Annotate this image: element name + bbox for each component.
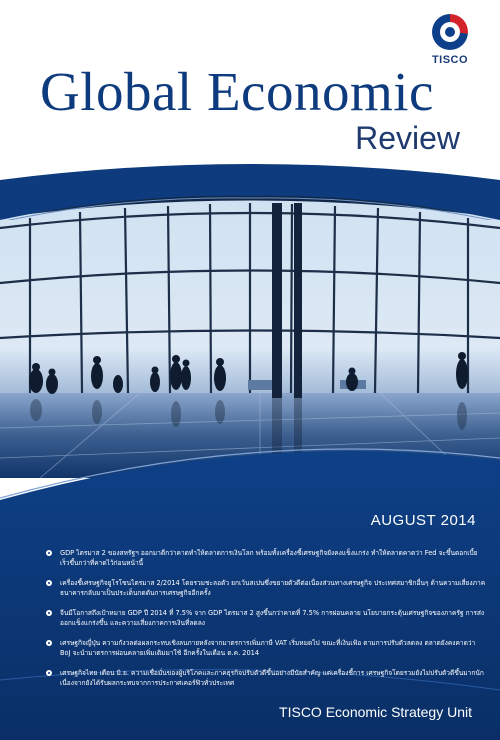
bullet-text: เศรษฐกิจไทย เดือน มิ.ย. ความเชื่อมั่นของผู้บริโภคและภาคธุรกิจปรับตัวดีขึ้นอย่างมีนัยสำคัญ แต่เครื่องชี้การ เศรษฐกิจโดยรวมยังไม่ปรับตัวดีขึ้นมากนัก เนื่องจากยังได้รับผลกระทบจากการประกาศเคอร์ฟิวทั่วประเทศ <box>60 669 484 687</box>
cover-title: Global Economic <box>40 61 434 122</box>
bullet-icon <box>46 610 52 616</box>
list-item <box>46 638 486 658</box>
top-wave <box>0 160 500 220</box>
bullet-text: จีนมีโอกาสถึงเป้าหมาย GDP ปี 2014 ที่ 7.5% จาก GDP ไตรมาส 2 สูงขึ้นกว่าคาดที่ 7.5% การผ่อนคลาย นโยบายกระตุ้นเศรษฐกิจของภาครัฐ การส่งออกแข็งแกร่งขึ้น และความเสี่ยงภาคการเงินที่ลดลง <box>60 609 485 627</box>
highlights-list <box>46 548 486 698</box>
tisco-logo <box>428 14 472 76</box>
bullet-text: GDP ไตรมาส 2 ของสหรัฐฯ ออกมาดีกว่าคาดทำให้ตลาดการเงินโลก พร้อมทั้งเครื่องชี้เศรษฐกิจยังคงแข็งแกร่ง ทำให้ตลาดคาดว่า Fed จะขึ้นดอกเบี้ยเร็วขึ้นกว่าที่คาดไว้ก่อนหน้านี้ <box>60 549 478 567</box>
tisco-ring-icon <box>432 14 468 50</box>
list-item <box>46 608 486 628</box>
list-item <box>46 548 486 568</box>
list-item <box>46 668 486 688</box>
issue-date: AUGUST 2014 <box>370 512 476 529</box>
bullet-text: เศรษฐกิจญี่ปุ่น ความกังวลต่อผลกระทบเชิงลบภายหลังจากมาตรการเพิ่มภาษี VAT เริ่มหมดไป ขณะที่เงินเฟ้อ ตามการปรับตัวลดลง ตลาดยังคงคาดว่า BoJ จะนำมาตรการผ่อนคลายเพิ่มเติมมาใช้ อีกครั้งในเดือน ต.ค. 2014 <box>60 639 476 657</box>
bullet-text: เครื่องชี้เศรษฐกิจยูโรโซนไตรมาส 2/2014 โดยรวมชะลอตัว ยกเว้นสเปนซึ่งขยายตัวดีต่อเนื่องส่วนทางเศรษฐกิจ ประเทศสมาชิกอื่นๆ ด้านความเสี่ยงภาคธนาคารกลับมาเป็นประเด็นกดดันการเศรษฐกิจอีกครั้ง <box>60 579 486 597</box>
cover-photo <box>0 188 500 478</box>
cover-subtitle: Review <box>355 120 460 156</box>
list-item <box>46 578 486 598</box>
bullet-icon <box>46 580 52 586</box>
publisher-footer: TISCO Economic Strategy Unit <box>279 704 472 720</box>
logo-text: TISCO <box>431 54 469 66</box>
bullet-icon <box>46 640 52 646</box>
bullet-icon <box>46 670 52 676</box>
bullet-icon <box>46 550 52 556</box>
